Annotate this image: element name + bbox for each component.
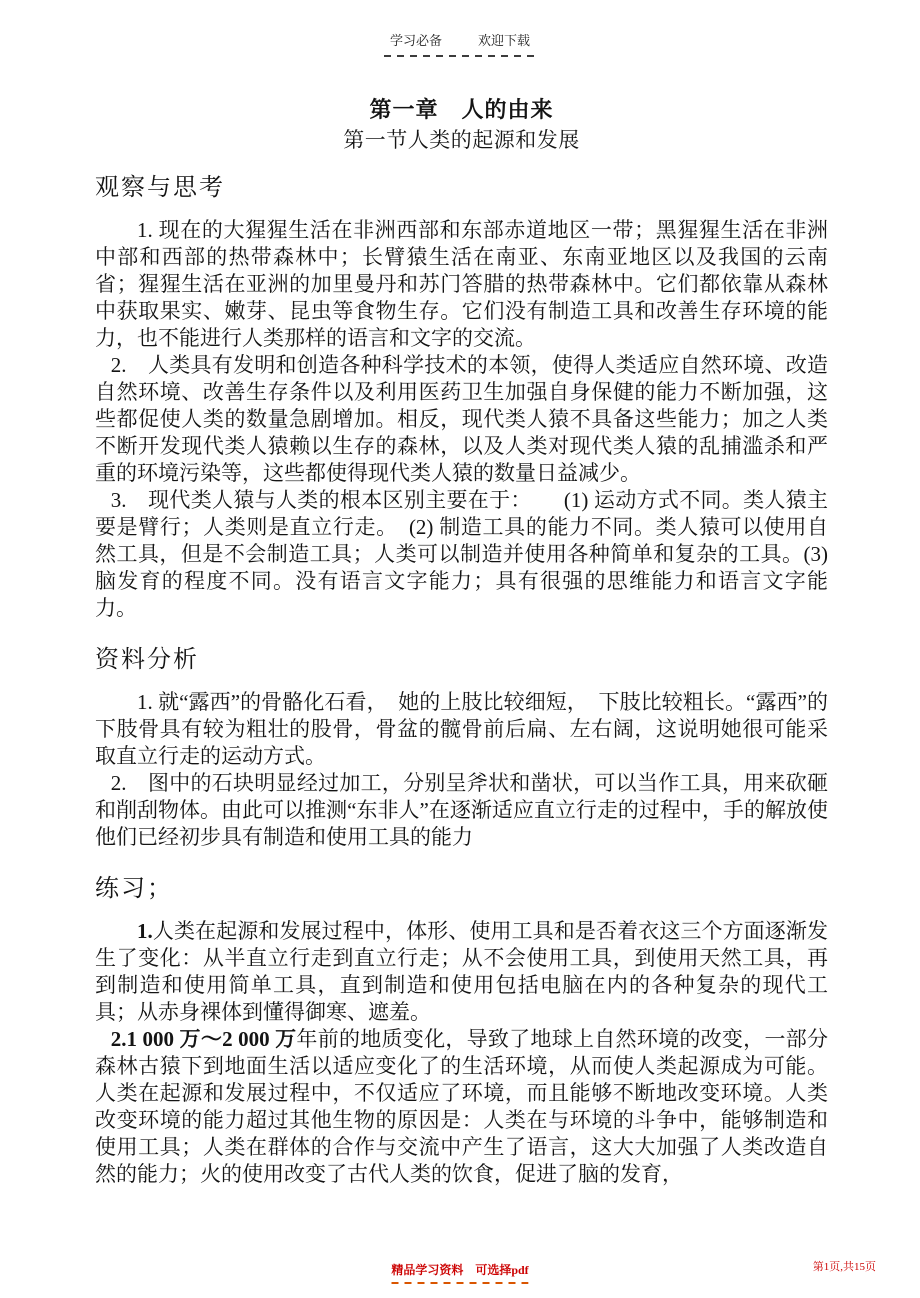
section-data-analysis [95, 645, 828, 851]
section-heading: 资料分析 [95, 647, 199, 673]
paragraph-text: 2. 图中的石块明显经过加工，分别呈斧状和凿状，可以当作工具，用来砍砸和削刮物体。由此可以推测“东非人”在逐渐适应直立行走的过程中，手的解放使他们已经初步具有制造和使用工具的能力 [95, 771, 828, 849]
paragraph [95, 352, 828, 487]
paragraph-lead: 2.1 000 万～2 000 万 [110, 1027, 297, 1051]
section-observation-and-thinking [95, 173, 828, 622]
lesson-title: 第一节人类的起源和发展 [343, 128, 580, 152]
header-right-label: 欢迎下载 [478, 33, 531, 48]
paragraph [95, 217, 828, 352]
paragraph-text: 人类在起源和发展过程中，体形、使用工具和是否着衣这三个方面逐渐发生了变化：从半直立行走到直立行走；从不会使用工具，到使用天然工具，再到制造和使用简单工具，直到制造和使用包括电脑在内的各种复杂的现代工具；从赤身裸体到懂得御寒、遮羞。 [95, 919, 828, 1024]
chapter-title: 第一章 人的由来 [369, 97, 554, 122]
paragraph-text: 1. 就“露西”的骨骼化石看， 她的上肢比较细短， 下肢比较粗长。“露西”的下肢骨具有较为粗壮的股骨，骨盆的髋骨前后扁、左右阔，这说明她很可能采取直立行走的运动方式。 [95, 690, 828, 768]
section-exercises [95, 874, 828, 1188]
header-dash-line [384, 55, 536, 57]
paragraph-text: 1. 现在的大猩猩生活在非洲西部和东部赤道地区一带；黑猩猩生活在非洲中部和西部的热带森林中；长臂猿生活在南亚、东南亚地区以及我国的云南省；猩猩生活在亚洲的加里曼丹和苏门答腊的热带森林中。它们都依靠从森林中获取果实、嫩芽、昆虫等食物生存。它们没有制造工具和改善生存环境的能力，也不能进行人类那样的语言和文字的交流。 [95, 218, 828, 350]
header-left-label: 学习必备 [389, 33, 442, 48]
paragraph [95, 487, 828, 622]
page-header [384, 30, 536, 57]
paragraph [95, 918, 828, 1026]
footer-brand-label: 精品学习资料 可选择pdf [391, 1263, 529, 1277]
paragraph-text: 年前的地质变化，导致了地球上自然环境的改变，一部分森林古猿下到地面生活以适应变化了的生活环境，从而使人类起源成为可能。人类在起源和发展过程中，不仅适应了环境，而且能够不断地改变环境。人类改变环境的能力超过其他生物的原因是：人类在与环境的斗争中，能够制造和使用工具；人类在群体的合作与交流中产生了语言，这大大加强了人类改造自然的能力；火的使用改变了古代人类的饮食，促进了脑的发育， [95, 1027, 829, 1186]
section-heading: 观察与思考 [95, 175, 225, 201]
page-footer [0, 1258, 920, 1284]
section-heading: 练习； [95, 876, 173, 902]
footer-page-number: 第1页,共15页 [812, 1261, 876, 1273]
footer-dash-line [391, 1282, 528, 1284]
paragraph-text: 2. 人类具有发明和创造各种科学技术的本领，使得人类适应自然环境、改造自然环境、改善生存条件以及利用医药卫生加强自身保健的能力不断加强，这些都促使人类的数量急剧增加。相反，现代类人猿不具备这些能力；加之人类不断开发现代类人猿赖以生存的森林，以及人类对现代类人猿的乱捕滥杀和严重的环境污染等，这些都使得现代类人猿的数量日益减少。 [95, 353, 828, 485]
paragraph-text: 3. 现代类人猿与人类的根本区别主要在于： (1) 运动方式不同。类人猿主要是臂行；人类则是直立行走。 (2) 制造工具的能力不同。类人猿可以使用自然工具，但是不会制造工具；人类可以制造并使用各种简单和复杂的工具。(3) 脑发育的程度不同。没有语言文字能力；具有很强的思维能力和语言文字能力。 [95, 488, 828, 620]
paragraph [95, 689, 828, 770]
paragraph [95, 1026, 828, 1188]
paragraph-lead: 1. [137, 919, 153, 943]
footer-brand-block [391, 1261, 528, 1284]
paragraph [95, 770, 828, 851]
header-row [384, 30, 536, 55]
